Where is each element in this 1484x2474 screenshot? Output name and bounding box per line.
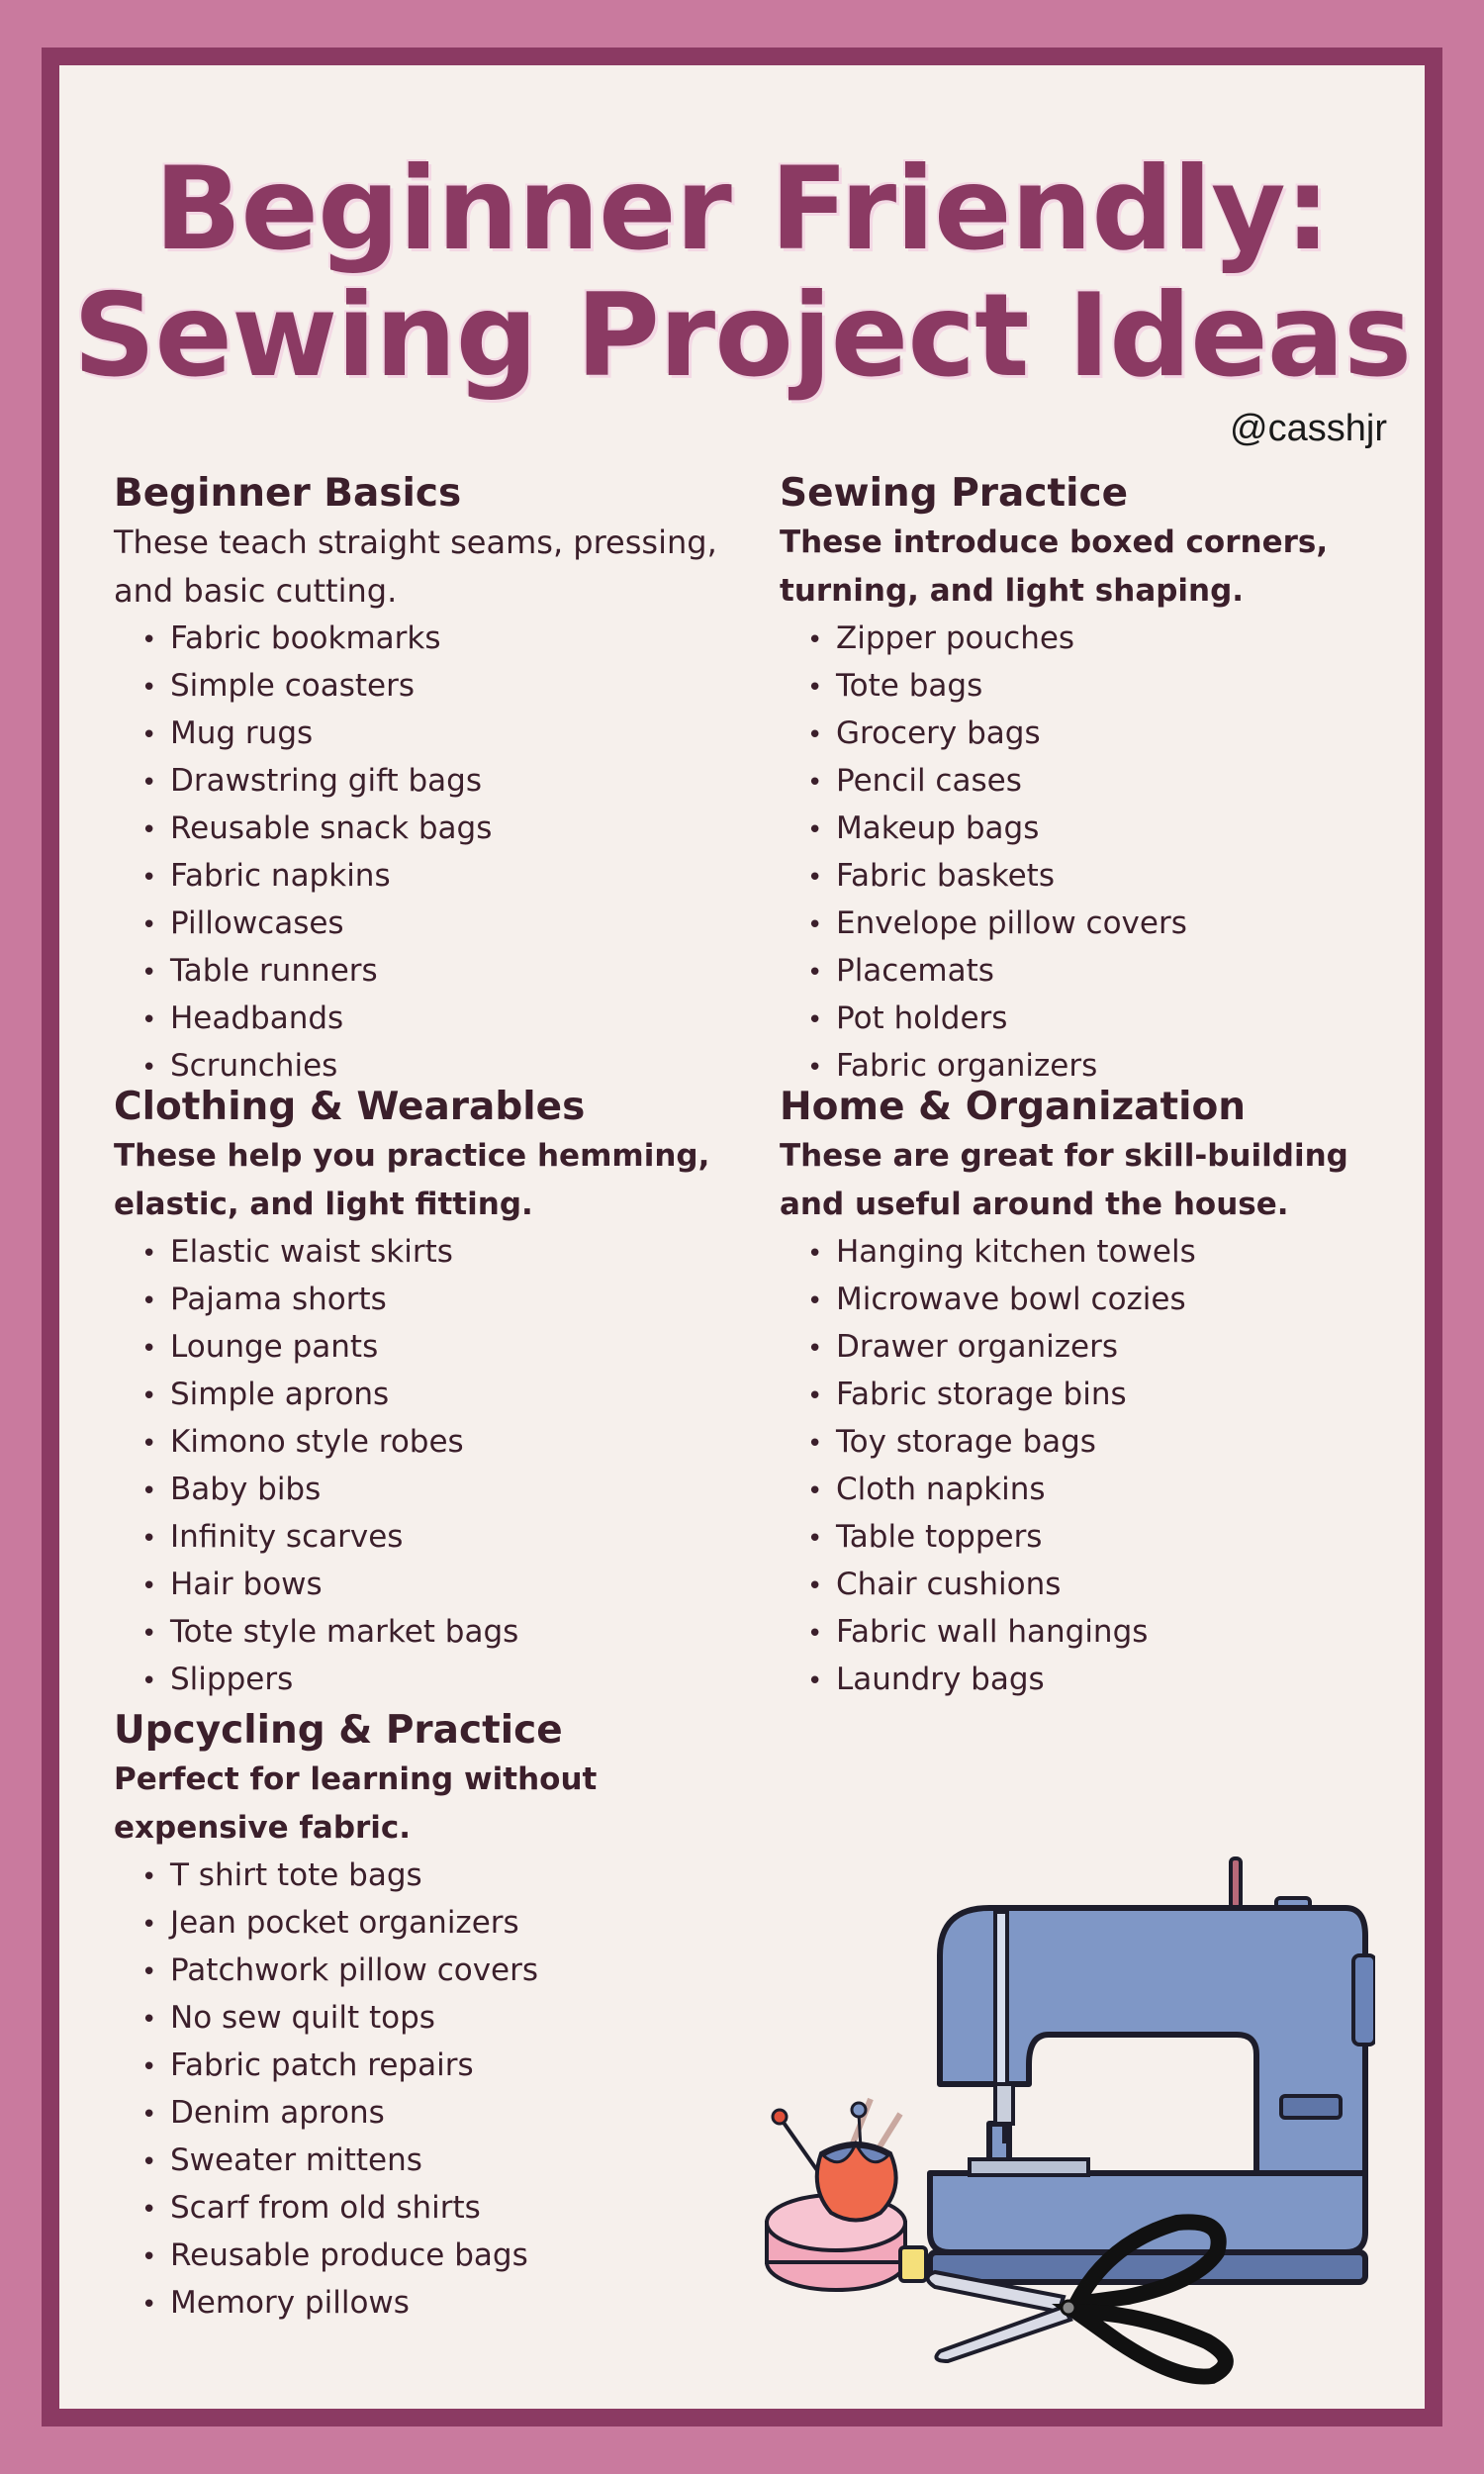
section-upcycling-practice xyxy=(114,1706,747,2328)
list-item: • Patchwork pillow covers xyxy=(141,1948,747,1995)
list-item: • Scrunchies xyxy=(141,1043,747,1091)
list-item: • Placemats xyxy=(807,948,1413,996)
list-item: • Elastic waist skirts xyxy=(141,1229,747,1277)
list-item: • Simple coasters xyxy=(141,663,747,711)
section-heading: Upcycling & Practice xyxy=(114,1708,563,1753)
list-item: • No sew quilt tops xyxy=(141,1995,747,2043)
section-heading: Home & Organization xyxy=(780,1085,1247,1129)
list-item: • Lounge pants xyxy=(141,1324,747,1372)
title-line-2: Sewing Project Ideas xyxy=(72,269,1412,403)
list-item: • Kimono style robes xyxy=(141,1419,747,1467)
list-item: • Chair cushions xyxy=(807,1562,1413,1609)
project-list xyxy=(114,1229,747,1704)
list-item: • Fabric patch repairs xyxy=(141,2043,747,2090)
list-item: • Sweater mittens xyxy=(141,2138,747,2185)
list-item: • Drawer organizers xyxy=(807,1324,1413,1372)
list-item: • Fabric storage bins xyxy=(807,1372,1413,1419)
list-item: • Reusable produce bags xyxy=(141,2233,747,2280)
list-item: • Infinity scarves xyxy=(141,1514,747,1562)
list-item: • Fabric napkins xyxy=(141,853,747,901)
list-item: • Headbands xyxy=(141,996,747,1043)
list-item: • Drawstring gift bags xyxy=(141,758,747,806)
section-description: These introduce boxed corners, turning, and light shaping. xyxy=(780,524,1329,609)
list-item: • Grocery bags xyxy=(807,711,1413,758)
project-list xyxy=(114,1853,747,2328)
list-item: • Pillowcases xyxy=(141,901,747,948)
list-item: • Hanging kitchen towels xyxy=(807,1229,1413,1277)
list-item: • Table runners xyxy=(141,948,747,996)
list-item: • Fabric bookmarks xyxy=(141,616,747,663)
section-description: Perfect for learning without expensive fabric. xyxy=(114,1761,598,1846)
author-handle: @casshjr xyxy=(1230,408,1387,449)
list-item: • Pot holders xyxy=(807,996,1413,1043)
list-item: • Denim aprons xyxy=(141,2090,747,2138)
list-item: • Microwave bowl cozies xyxy=(807,1277,1413,1324)
list-item: • Zipper pouches xyxy=(807,616,1413,663)
list-item: • Hair bows xyxy=(141,1562,747,1609)
list-item: • Slippers xyxy=(141,1657,747,1704)
section-beginner-basics xyxy=(114,469,747,1091)
list-item: • Baby bibs xyxy=(141,1467,747,1514)
sewing-illustration xyxy=(762,1847,1375,2401)
section-clothing-wearables xyxy=(114,1083,747,1704)
list-item: • Simple aprons xyxy=(141,1372,747,1419)
list-item: • Fabric organizers xyxy=(807,1043,1413,1091)
page-title xyxy=(59,143,1425,403)
list-item: • Fabric baskets xyxy=(807,853,1413,901)
section-description: These help you practice hemming, elastic, and light fitting. xyxy=(114,1138,710,1222)
list-item: • Pajama shorts xyxy=(141,1277,747,1324)
project-list xyxy=(780,1229,1413,1704)
list-item: • Fabric wall hangings xyxy=(807,1609,1413,1657)
list-item: • Jean pocket organizers xyxy=(141,1900,747,1948)
sewing-machine-icon xyxy=(930,1858,1375,2282)
list-item: • Scarf from old shirts xyxy=(141,2185,747,2233)
section-description: These teach straight seams, pressing, and basic cutting. xyxy=(114,523,717,610)
list-item: • Envelope pillow covers xyxy=(807,901,1413,948)
list-item: • Pencil cases xyxy=(807,758,1413,806)
list-item: • Makeup bags xyxy=(807,806,1413,853)
list-item: • T shirt tote bags xyxy=(141,1853,747,1900)
project-list xyxy=(780,616,1413,1091)
list-item: • Tote style market bags xyxy=(141,1609,747,1657)
section-home-organization xyxy=(780,1083,1413,1704)
list-item: • Mug rugs xyxy=(141,711,747,758)
list-item: • Laundry bags xyxy=(807,1657,1413,1704)
list-item: • Cloth napkins xyxy=(807,1467,1413,1514)
list-item: • Tote bags xyxy=(807,663,1413,711)
section-sewing-practice xyxy=(780,469,1413,1091)
list-item: • Memory pillows xyxy=(141,2280,747,2328)
list-item: • Table toppers xyxy=(807,1514,1413,1562)
poster xyxy=(42,48,1442,2426)
section-description: These are great for skill-building and useful around the house. xyxy=(780,1138,1348,1222)
list-item: • Toy storage bags xyxy=(807,1419,1413,1467)
section-heading: Beginner Basics xyxy=(114,471,462,516)
section-heading: Sewing Practice xyxy=(780,471,1129,516)
title-line-1: Beginner Friendly: xyxy=(153,143,1331,276)
list-item: • Reusable snack bags xyxy=(141,806,747,853)
project-list xyxy=(114,616,747,1091)
section-heading: Clothing & Wearables xyxy=(114,1085,586,1129)
